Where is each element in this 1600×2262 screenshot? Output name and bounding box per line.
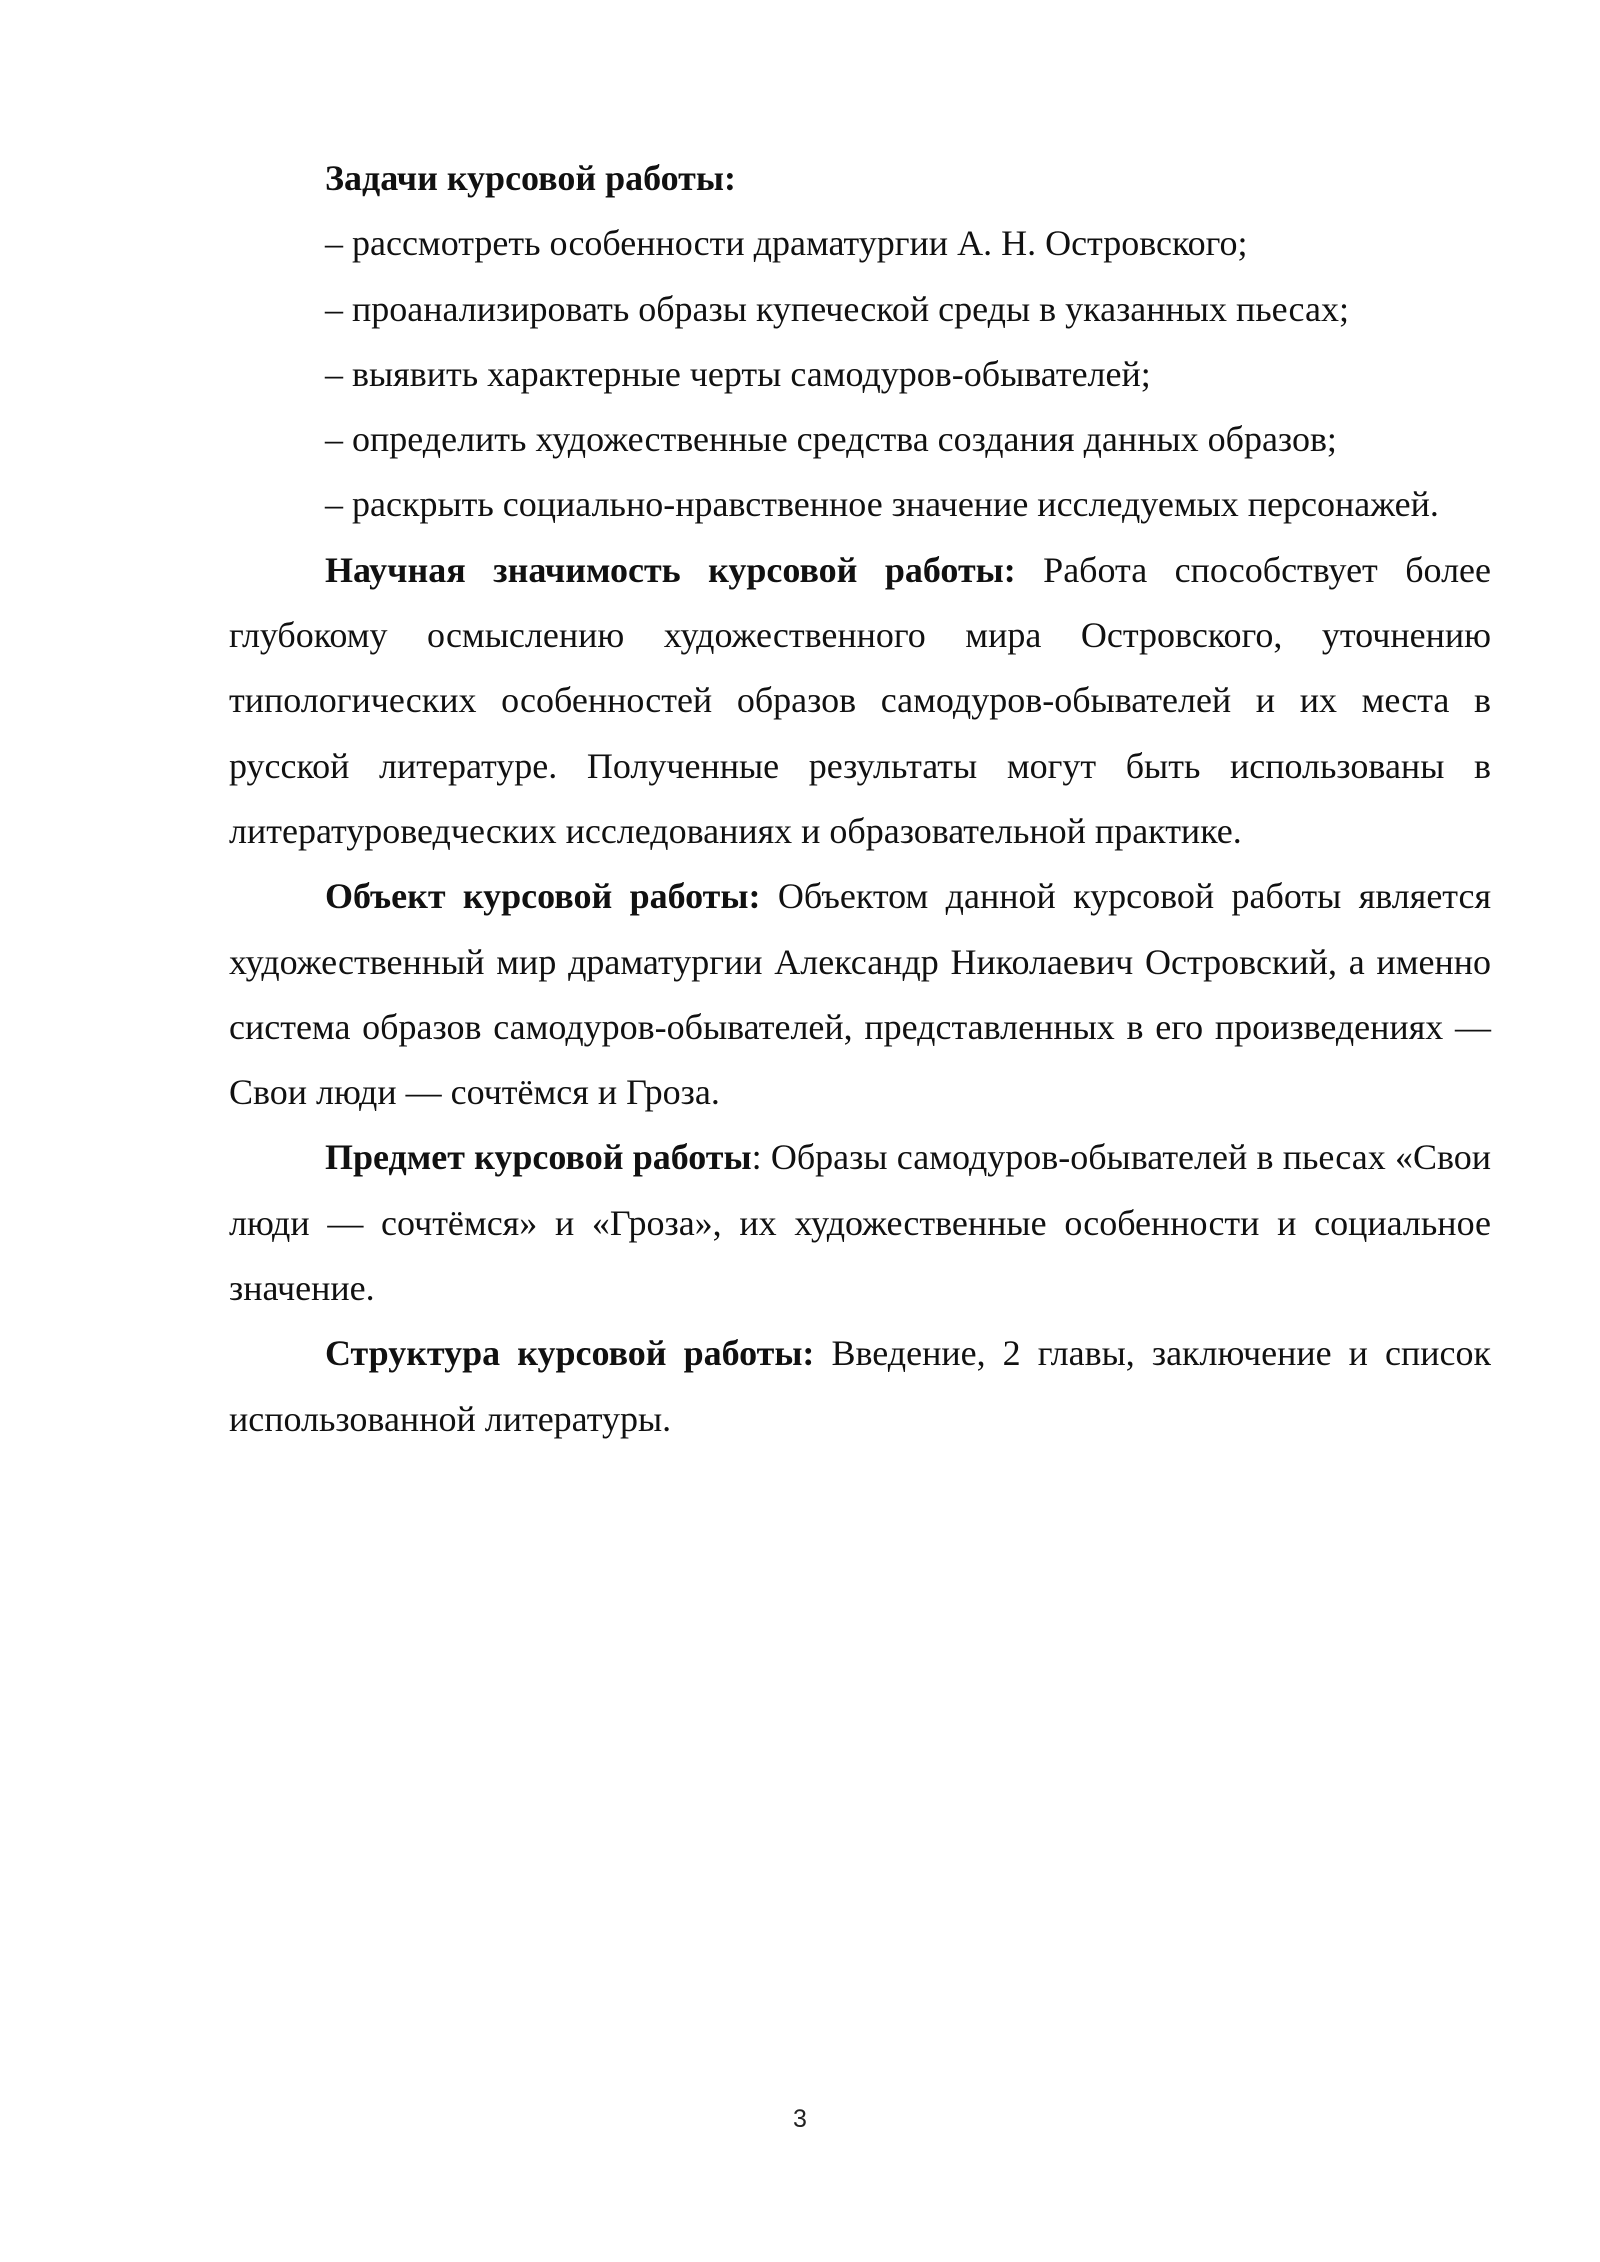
significance-text: Работа способствует более глубокому осмыслению художественного мира Островского, уточнению типологических особенностей образов самодуров-обывателей и их места в русской литературе. Полученные результаты могут быть использованы в литературоведческих исследованиях и образовательной практике. xyxy=(229,549,1491,851)
subject-label: Предмет курсовой работы xyxy=(325,1137,752,1178)
page-number: 3 xyxy=(793,2105,807,2133)
structure-paragraph xyxy=(229,1321,1491,1452)
structure-text: Введение, 2 главы, заключение и список использованной литературы. xyxy=(229,1333,1491,1439)
subject-text: : Образы самодуров-обывателей в пьесах «Свои люди — сочтёмся» и «Гроза», их художественные особенности и социальное значение. xyxy=(229,1137,1491,1309)
task-item: – определить художественные средства создания данных образов; xyxy=(325,419,1337,460)
task-item: – проанализировать образы купеческой среды в указанных пьесах; xyxy=(325,288,1349,329)
significance-paragraph xyxy=(229,538,1491,864)
document-body xyxy=(229,146,1491,1452)
significance-label: Научная значимость курсовой работы: xyxy=(325,549,1016,590)
object-text: Объектом данной курсовой работы является художественный мир драматургии Александр Николаевич Островский, а именно система образов самодуров-обывателей, представленных в его произведениях — Свои люди — сочтёмся и Гроза. xyxy=(229,876,1492,1113)
task-item: – выявить характерные черты самодуров-обывателей; xyxy=(325,353,1151,394)
object-paragraph xyxy=(229,864,1491,1125)
subject-paragraph xyxy=(229,1125,1491,1321)
task-item: – раскрыть социально-нравственное значение исследуемых персонажей. xyxy=(325,484,1439,525)
structure-label: Структура курсовой работы: xyxy=(325,1333,815,1374)
tasks-heading: Задачи курсовой работы: xyxy=(325,158,736,198)
object-label: Объект курсовой работы: xyxy=(325,876,761,917)
task-item: – рассмотреть особенности драматургии А. Н. Островского; xyxy=(325,223,1248,264)
